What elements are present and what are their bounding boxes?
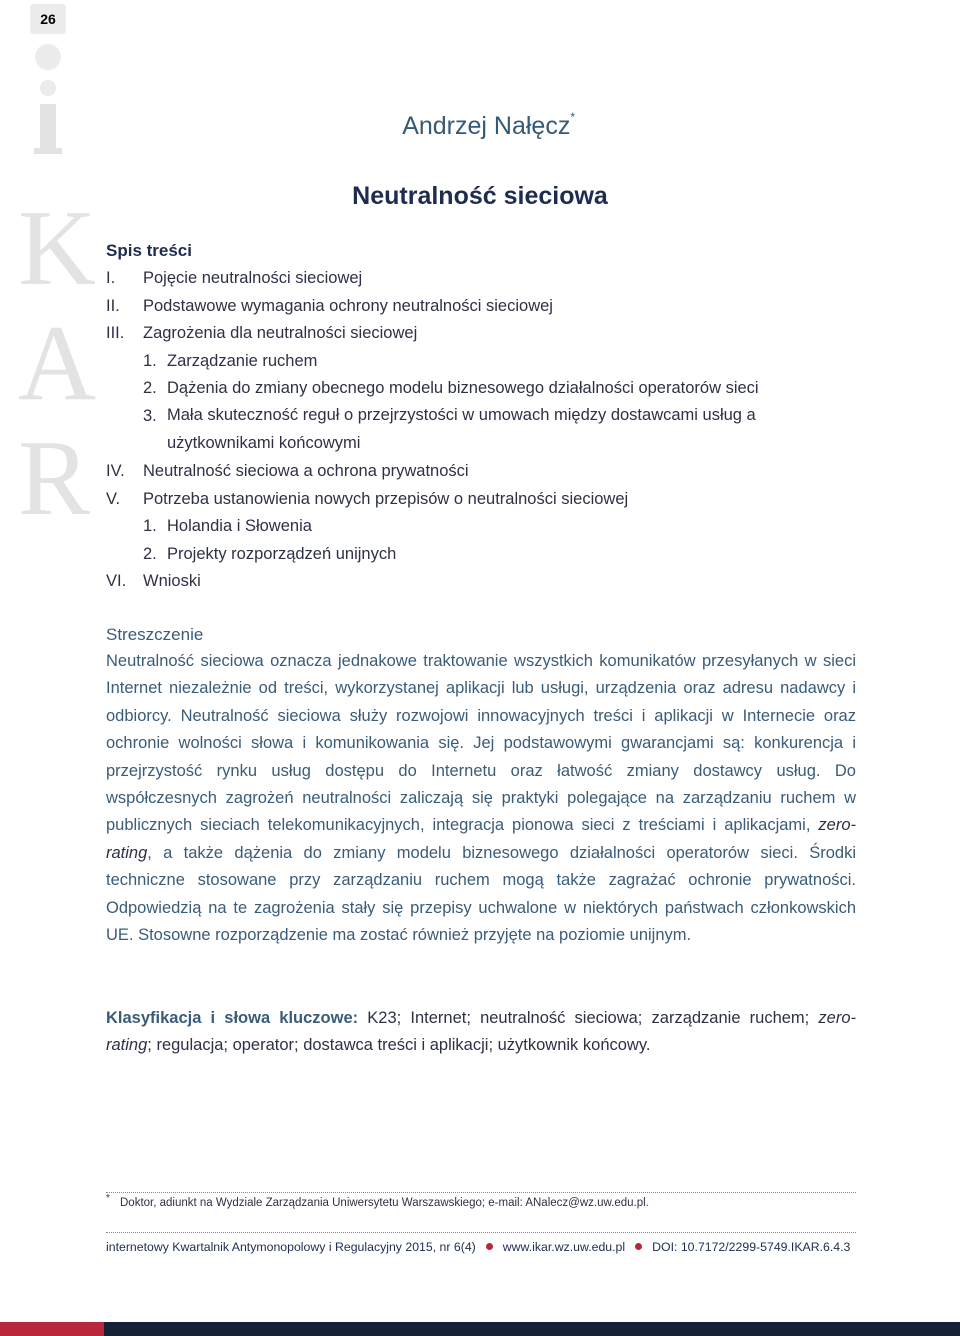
toc-subitem [106,350,866,378]
toc-item [106,460,866,488]
toc-item-text: Dążenia do zmiany obecnego modelu biznesowego działalności operatorów sieci [167,379,759,398]
author-name [402,109,575,141]
page-footer [106,1240,858,1254]
toc-item [106,488,866,516]
keywords-text: K23; Internet; neutralność sieciowa; zarządzanie ruchem; [358,1009,819,1027]
toc-item-text: Zagrożenia dla neutralności sieciowej [143,324,418,343]
footer-url[interactable]: www.ikar.wz.uw.edu.pl [502,1240,626,1254]
footer-doi: DOI: 10.7172/2299-5749.IKAR.6.4.3 [652,1240,851,1254]
abstract-italic-term: zero-rating [106,816,856,862]
toc-item-text: Potrzeba ustanowienia nowych przepisów o neutralności sieciowej [143,489,629,508]
toc-item-text: Pojęcie neutralności sieciowej [143,269,363,287]
logo-dot-small [40,80,56,96]
toc-heading: Spis treści [106,241,192,260]
logo-letter-k: K [18,189,96,308]
footnote-mark: * [106,1193,110,1204]
toc-item-number: VI. [106,572,127,591]
bottom-bar-navy [104,1322,960,1336]
logo-letter-r: R [18,419,91,524]
toc-item-number: III. [106,324,125,343]
footer-journal: internetowy Kwartalnik Antymonopolowy i Regulacyjny 2015, nr 6(4) [106,1240,476,1254]
toc-subitem [106,543,866,571]
bullet-dot-icon [635,1243,642,1250]
article-title-text: Neutralność sieciowa [352,182,608,210]
toc-item-text: Projekty rozporządzeń unijnych [167,544,397,563]
toc-item-number: IV. [106,461,125,480]
footnote-divider [106,1192,856,1193]
logo-letter-a: A [18,304,96,423]
article-title [0,182,960,211]
logo-i-stem [40,104,56,154]
logo-i-serif [34,148,62,154]
toc-item-number: 1. [143,351,157,370]
author-text: Andrzej Nałęcz [402,112,571,140]
ikar-logo [18,44,98,524]
page-number: 26 [30,4,66,34]
abstract-text: Neutralność sieciowa oznacza jednakowe traktowanie wszystkich komunikatów przesyłanych w sieci Internet niezależnie od treści, wykorzystanej aplikacji lub usługi, urządzenia oraz adresu nadawcy i odbiorcy. Neutralność sieciowa służy rozwojowi innowacyjnych treści i aplikacji w Internecie oraz ochronie wolności słowa i komunikowania się. Jej podstawowymi gwarancjami są: konkurencja i przejrzystość rynku usług dostępu do Internetu oraz łatwość zmiany dostawcy usług. Do współczesnych zagrożeń neutralności zaliczają się praktyki polegające na zarządzaniu ruchem w publicznych sieciach telekomunikacyjnych, integracja pionowa sieci z treściami i aplikacjami, [106,652,856,835]
table-of-contents [106,240,866,598]
toc-item-number: I. [106,269,116,287]
toc-item-text: Mała skuteczność reguł o przejrzystości w umowach między dostawcami usług a użytkownikami końcowymi [167,405,756,452]
toc-item [106,267,866,295]
toc-item [106,570,866,598]
author-footnote-mark: * [570,109,575,124]
toc-item-number: 3. [143,406,157,425]
bottom-color-bar [0,1322,960,1336]
toc-subitem [106,405,866,460]
toc-item-number: 1. [143,517,157,536]
footer-divider [106,1232,856,1233]
toc-item [106,295,866,323]
toc-item-number: II. [106,296,120,315]
keywords-italic-term: zero-rating [106,1009,857,1055]
toc-item-number: 2. [143,379,157,398]
toc-item-text: Wnioski [143,572,201,591]
keywords [106,1005,856,1060]
toc-item [106,322,866,350]
abstract-heading: Streszczenie [106,625,204,644]
toc-item-number: V. [106,489,121,508]
keywords-text-end: ; regulacja; operator; dostawca treści i aplikacji; użytkownik końcowy. [147,1036,651,1055]
toc-subitem [106,515,866,543]
bottom-bar-red [0,1322,104,1336]
toc-item-text: Zarządzanie ruchem [167,351,318,370]
keywords-label: Klasyfikacja i słowa kluczowe: [106,1009,359,1027]
toc-subitem [106,377,866,405]
toc-item-number: 2. [143,544,157,563]
abstract-text-end: , a także dążenia do zmiany modelu biznesowego działalności operatorów sieci. Środki techniczne stosowane przy zarządzaniu ruchem mogą także zagrażać ochronie prywatności. Odpowiedzią na te zagrożenia stały się przepisy uchwalone w niektórych państwach członkowskich UE. Stosowne rozporządzenie ma zostać również przyjęte na poziomie unijnym. [106,843,856,945]
logo-dot-large [35,44,61,70]
toc-item-text: Holandia i Słowenia [167,517,312,536]
abstract-body [106,648,856,949]
toc-item-text: Podstawowe wymagania ochrony neutralności sieciowej [143,296,553,315]
toc-item-text: Neutralność sieciowa a ochrona prywatności [143,461,469,480]
footnote-text: Doktor, adiunkt na Wydziale Zarządzania Uniwersytetu Warszawskiego; e-mail: ANalecz@wz.uw.edu.pl. [120,1197,649,1209]
bullet-dot-icon [486,1243,493,1250]
